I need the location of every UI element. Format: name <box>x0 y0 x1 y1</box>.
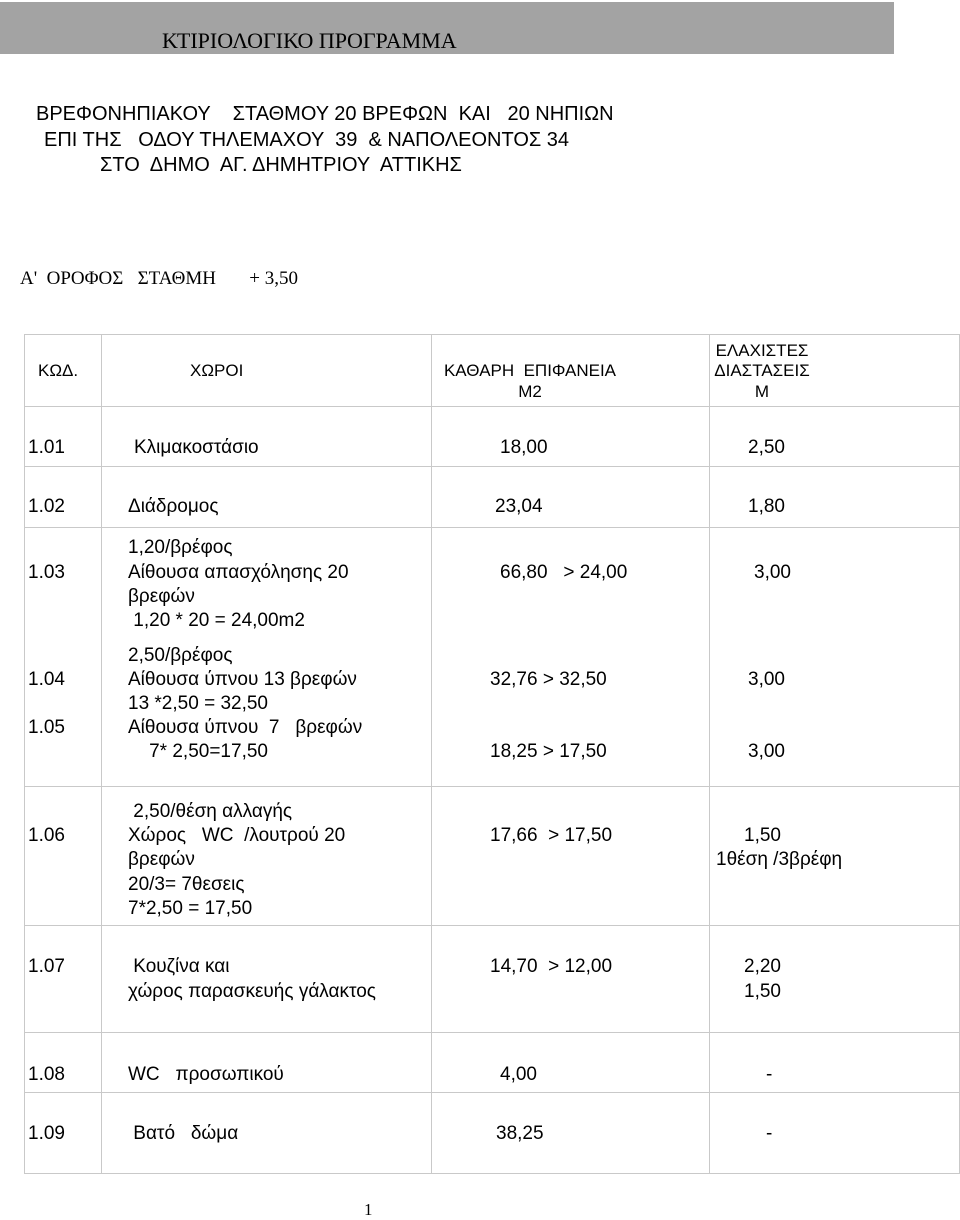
row-divider <box>24 1032 960 1033</box>
row-dims-note: 1θέση /3βρέφη <box>716 849 843 870</box>
row-code: 1.04 <box>28 669 65 690</box>
row-space: Αίθουσα ύπνου 7 βρεφών <box>128 717 363 738</box>
subtitle-line-3: ΣΤΟ ΔΗΜΟ ΑΓ. ΔΗΜΗΤΡΙΟΥ ΑΤΤΙΚΗΣ <box>100 154 462 176</box>
row-code: 1.08 <box>28 1064 65 1085</box>
row-code: 1.09 <box>28 1123 65 1144</box>
table-border-top <box>24 334 960 335</box>
row-dims: - <box>766 1064 773 1085</box>
row-dims: 3,00 <box>748 669 785 690</box>
row-dims: 1,50 <box>744 825 781 846</box>
subtitle-line-2: ΕΠΙ ΤΗΣ ΟΔΟΥ ΤΗΛΕΜΑΧΟΥ 39 & ΝΑΠΟΛΕΟΝΤΟΣ 34 <box>44 129 570 151</box>
row-code: 1.03 <box>28 562 65 583</box>
row-divider <box>24 786 960 787</box>
table-border-left <box>24 334 25 1174</box>
header-code: ΚΩΔ. <box>38 361 79 380</box>
header-spaces: ΧΩΡΟΙ <box>190 361 244 380</box>
row-area: 66,80 > 24,00 <box>500 562 628 583</box>
header-min-dimensions: ΕΛΑΧΙΣΤΕΣ <box>715 341 809 360</box>
row-code: 1.02 <box>28 496 65 517</box>
row-divider <box>24 466 960 467</box>
row-area: 23,04 <box>495 496 543 517</box>
row-dims: 2,50 <box>748 437 785 458</box>
row-space-calc: 20/3= 7θεσεις <box>128 874 245 895</box>
row-code: 1.01 <box>28 437 65 458</box>
row-code: 1.06 <box>28 825 65 846</box>
row-space-note: 2,50/θέση αλλαγής <box>128 801 293 822</box>
row-area: 18,00 <box>500 437 548 458</box>
row-area: 38,25 <box>496 1123 544 1144</box>
subtitle-line-1: ΒΡΕΦΟΝΗΠΙΑΚΟΥ ΣΤΑΘΜΟΥ 20 ΒΡΕΦΩΝ ΚΑΙ 20 ΝΗΠΙΩΝ <box>36 103 614 125</box>
row-divider <box>24 527 960 528</box>
table-border-bottom <box>24 1173 960 1174</box>
column-divider <box>101 334 102 1174</box>
row-divider <box>24 1092 960 1093</box>
row-space-cont: χώρος παρασκευής γάλακτος <box>128 981 376 1002</box>
row-space-note: 2,50/βρέφος <box>128 645 233 666</box>
header-min-dimensions-2: ΔΙΑΣΤΑΣΕΙΣ <box>714 361 810 380</box>
row-space-cont: βρεφών <box>128 849 195 870</box>
row-space: Διάδρομος <box>128 496 219 517</box>
row-space: Χώρος WC /λουτρού 20 <box>128 825 346 846</box>
row-space-calc-2: 7*2,50 = 17,50 <box>128 898 253 919</box>
row-area: 18,25 > 17,50 <box>490 741 607 762</box>
row-code: 1.05 <box>28 717 65 738</box>
row-dims: - <box>766 1123 773 1144</box>
column-divider <box>431 334 432 1174</box>
row-dims: 3,00 <box>754 562 791 583</box>
row-space-calc: 1,20 * 20 = 24,00m2 <box>128 610 305 631</box>
row-space-note: 1,20/βρέφος <box>128 537 233 558</box>
row-space: WC προσωπικού <box>128 1064 284 1085</box>
header-net-area-unit: Μ2 <box>518 382 542 401</box>
floor-level-label: Α' ΟΡΟΦΟΣ ΣΤΑΘΜΗ + 3,50 <box>20 268 298 289</box>
row-space: Αίθουσα ύπνου 13 βρεφών <box>128 669 357 690</box>
row-divider <box>24 925 960 926</box>
row-space: Κλιμακοστάσιο <box>134 437 259 458</box>
row-space-cont: βρεφών <box>128 586 195 607</box>
row-dims: 2,20 <box>744 956 781 977</box>
document-title: ΚΤΙΡΙΟΛΟΓΙΚΟ ΠΡΟΓΡΑΜΜΑ <box>162 28 457 53</box>
row-dims: 1,80 <box>748 496 785 517</box>
row-area: 4,00 <box>500 1064 537 1085</box>
header-min-dimensions-unit: Μ <box>754 382 770 401</box>
row-area: 32,76 > 32,50 <box>490 669 607 690</box>
row-code: 1.07 <box>28 956 65 977</box>
row-area: 14,70 > 12,00 <box>490 956 613 977</box>
row-dims: 3,00 <box>748 741 785 762</box>
column-divider <box>709 334 710 1174</box>
row-space: Αίθουσα απασχόλησης 20 <box>128 562 349 583</box>
row-space: Κουζίνα και <box>128 956 230 977</box>
page-number: 1 <box>364 1200 373 1219</box>
header-net-area: ΚΑΘΑΡΗ ΕΠΙΦΑΝΕΙΑ <box>443 361 617 380</box>
row-dims-2: 1,50 <box>744 981 781 1002</box>
row-divider <box>24 406 960 407</box>
row-space: Βατό δώμα <box>128 1123 239 1144</box>
row-space-calc: 13 *2,50 = 32,50 <box>128 693 268 714</box>
row-area: 17,66 > 17,50 <box>490 825 613 846</box>
row-space-calc: 7* 2,50=17,50 <box>128 741 268 762</box>
